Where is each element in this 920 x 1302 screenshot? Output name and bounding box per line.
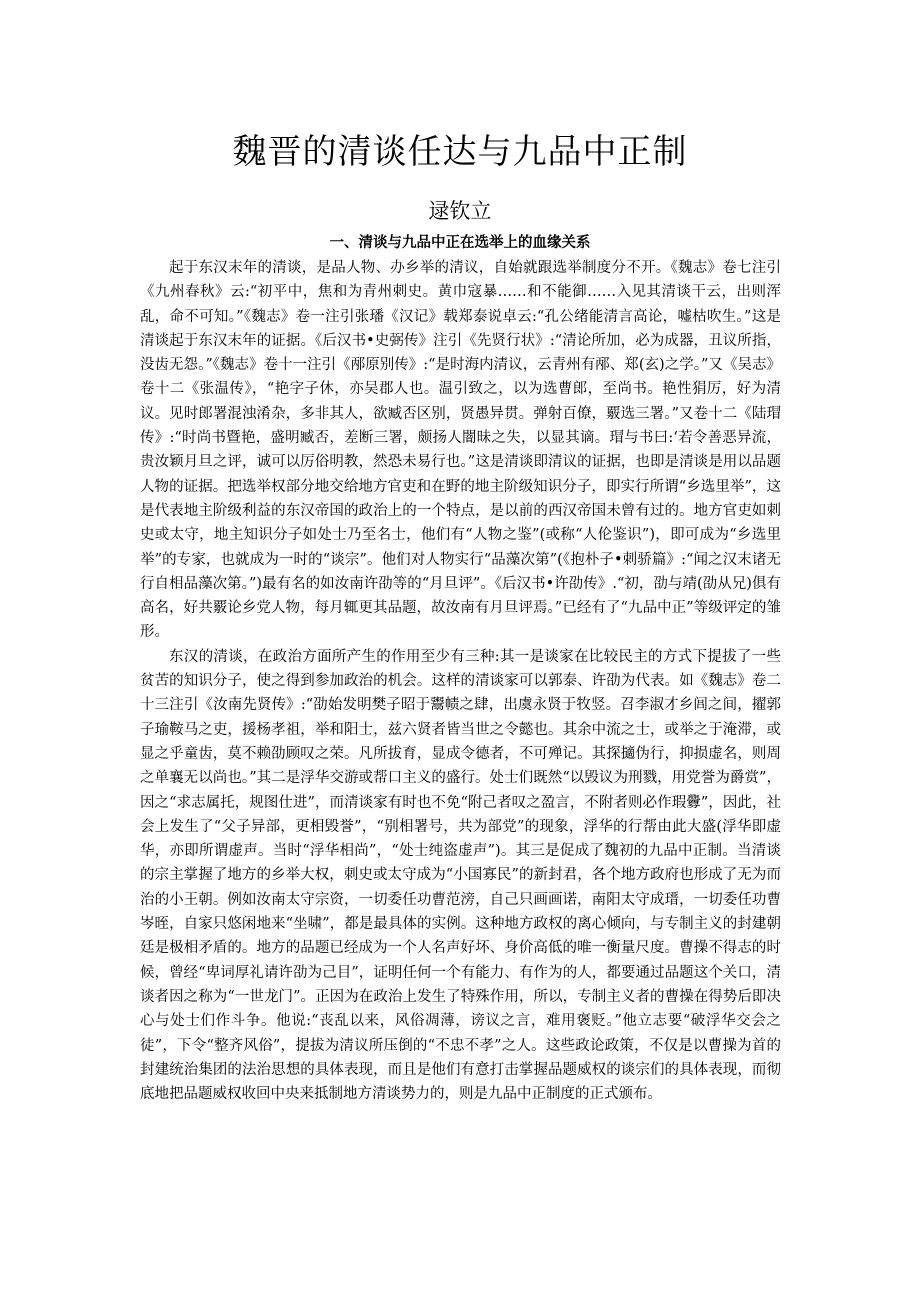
body-text [140, 256, 781, 1106]
paragraph: 起于东汉末年的清谈，是品人物、办乡举的清议，自始就跟选举制度分不开。《魏志》卷七注引《九州春秋》云:“初平中，焦和为青州刺史。黄巾寇暴……和不能御……入见其清谈干云，出则浑乱，命不可知。”《魏志》卷一注引张璠《汉记》载郑泰说卓云:“孔公绪能清言高论，嘘枯吹生。”这是清谈起于东汉末年的证据。《后汉书•史弼传》注引《先贤行状》:“清论所加，必为成器，丑议所指，没齿无怨。”《魏志》卷十一注引《邴原别传》:“是时海内清议，云青州有邴、郑(玄)之学。”又《吴志》卷十二《张温传》，“艳字子休，亦吴郡人也。温引致之，以为选曹郎，至尚书。艳性狷厉，好为清议。见时郎署混浊淆杂，多非其人，欲臧否区别，贤愚异贯。弹射百僚，覈选三署。”又卷十二《陆瑁传》:“时尚书暨艳，盛明臧否，差断三署，颇扬人闇昧之失，以显其谪。瑁与书曰:‘若令善恶异流，贵汝颖月旦之评，诚可以厉俗明教，然恐未易行也。”这是清谈即清议的证据，也即是清谈是用以品题人物的证据。把选举权部分地交给地方官吏和在野的地主阶级知识分子，即实行所谓“乡选里举”，这是代表地主阶级利益的东汉帝国的政治上的一个特点，是以前的西汉帝国未曾有过的。地方官吏如刺史或太守，地主知识分子如处士乃至名士，他们有“人物之鉴”(或称“人伦鉴识”)，即可成为“乡选里举”的专家，也就成为一时的“谈宗”。他们对人物实行“品藻次第”(《抱朴子•刺骄篇》:“闻之汉末诸无行自相品藻次第。”)最有名的如汝南许劭等的“月旦评”。《后汉书•许劭传》.“初，劭与靖(劭从兄)俱有高名，好共覈论乡党人物，每月辄更其品题，故汝南有月旦评焉。”已经有了“九品中正”等级评定的雏形。 [140, 260, 781, 641]
section-heading: 一、清谈与九品中正在选举上的血缘关系 [329, 235, 591, 251]
document-title: 魏晋的清谈任达与九品中正制 [232, 132, 688, 172]
paragraph: 东汉的清谈，在政治方面所产生的作用至少有三种:其一是谈家在比较民主的方式下提拔了一些贫苦的知识分子，使之得到参加政治的机会。这样的清谈家可以郭泰、许劭为代表。如《魏志》卷二十三注引《汝南先贤传》:“劭始发明樊子昭于鬻帻之肆，出虞永贤于牧竖。召李淑才乡闾之间，擢郭子瑜鞍马之吏，援杨孝祖，举和阳士，兹六贤者皆当世之令懿也。其余中流之士，或举之于淹滞，或显之乎童齿，莫不赖劭顾叹之荣。凡所拔育，显成令德者，不可殚记。其探擿伪行，抑损虚名，则周之单襄无以尚也。”其二是浮华交游或帮口主义的盛行。处士们既然“以毁议为刑戮，用党誉为爵赏”，因之“求志属托，规图仕进”，而清谈家有时也不免“附己者叹之盈言，不附者则必作瑕釁”，因此，社会上发生了“父子异部，更相毁誉”，“别相署号，共为部党”的现象，浮华的行帮由此大盛(浮华即虚华，亦即所谓虚声。当时“浮华相尚”，“处士纯盗虚声”)。其三是促成了魏初的九品中正制。当清谈的宗主掌握了地方的乡举大权，刺史或太守成为“小国寡民”的新封君，各个地方政府也形成了无为而治的小王朝。例如汝南太守宗资，一切委任功曹范滂，自己只画画诺，南阳太守成瑨，一切委任功曹岑晊，自家只悠闲地来“坐啸”，都是最具体的实例。这种地方政权的离心倾向，与专制主义的封建朝廷是极相矛盾的。地方的品题已经成为一个人名声好坏、身价高低的唯一衡量尺度。曹操不得志的时候，曾经“卑词厚礼请许劭为己目”，证明任何一个有能力、有作为的人，都要通过品题这个关口，清谈者因之称为“一世龙门”。正因为在政治上发生了特殊作用，所以，专制主义者的曹操在得势后即决心与处士们作斗争。他说:“丧乱以来，风俗凋薄，谤议之言，难用褒贬。”他立志要“破浮华交会之徒”，下令“整齐风俗”，提拔为清议所压倒的“不忠不孝”之人。这些政论政策，不仅是以曹操为首的封建统治集团的法治思想的具体表现，而且是他们有意打击掌握品题威权的谈宗们的具体表现，而彻底地把品题威权收回中央来抵制地方清谈势力的，则是九品中正制度的正式颁布。 [140, 648, 781, 1103]
author-name: 逯钦立 [428, 199, 492, 223]
